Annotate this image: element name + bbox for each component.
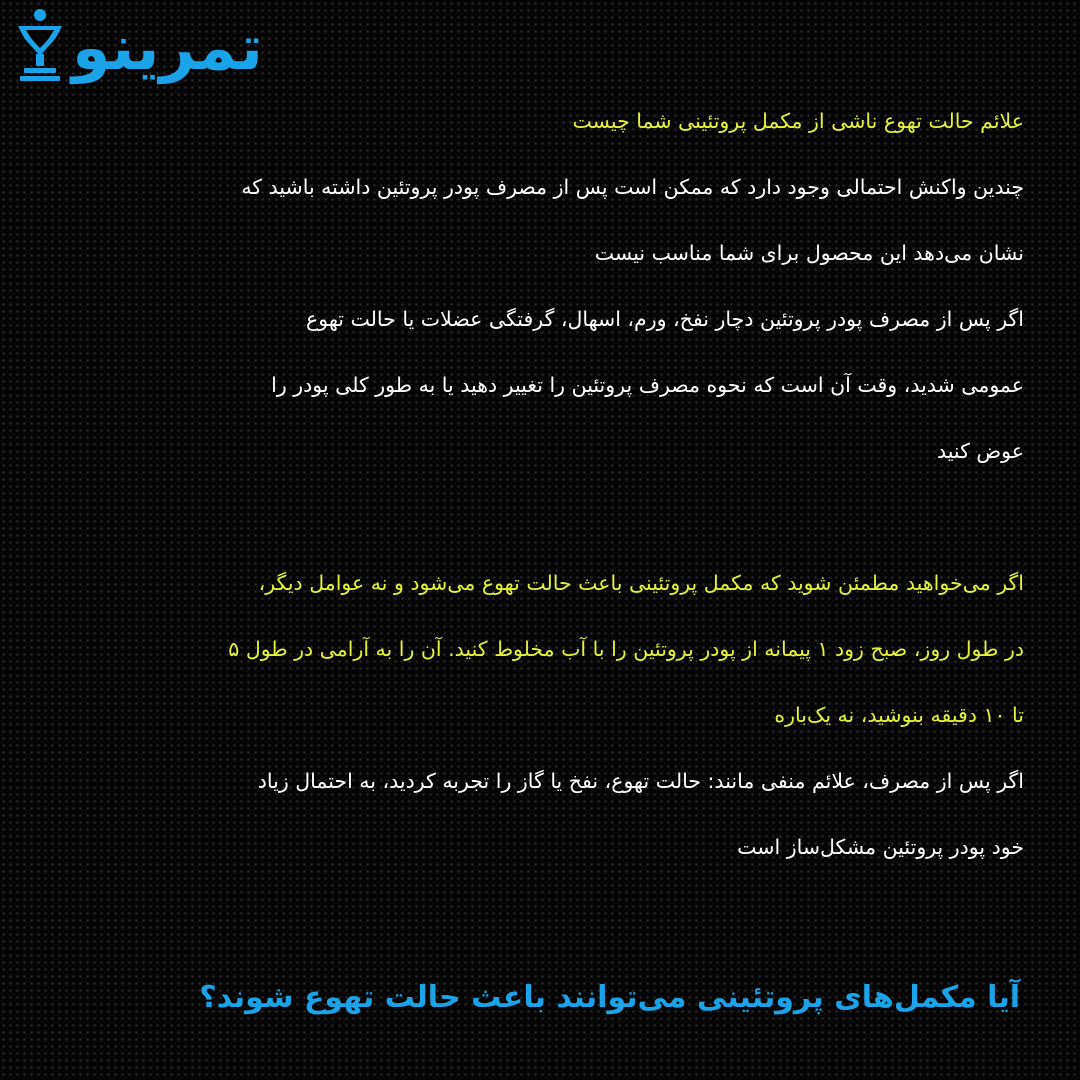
highlight-line: در طول روز، صبح زود ۱ پیمانه از پودر پروتئین را با آب مخلوط کنید. آن را به آرامی در طول ۵	[228, 637, 1024, 661]
brand-name: تمرینو	[72, 11, 263, 84]
paragraph-line: خود پودر پروتئین مشکل‌ساز است	[737, 835, 1024, 859]
paragraph-line: اگر پس از مصرف، علائم منفی مانند: حالت تهوع، نفخ یا گاز را تجربه کردید، به احتمال زیاد	[257, 769, 1024, 793]
paragraph-line: نشان می‌دهد این محصول برای شما مناسب نیست	[594, 241, 1024, 265]
highlight-line: اگر می‌خواهید مطمئن شوید که مکمل پروتئینی باعث حالت تهوع می‌شود و نه عوامل دیگر،	[258, 571, 1024, 595]
highlight-line: تا ۱۰ دقیقه بنوشید، نه یک‌باره	[774, 703, 1024, 727]
article-heading	[56, 88, 1024, 154]
paragraph-line: عوض کنید	[936, 439, 1024, 463]
paragraph-line: عمومی شدید، وقت آن است که نحوه مصرف پروتئین را تغییر دهید یا به طور کلی پودر را	[271, 373, 1024, 397]
trophy-icon	[14, 8, 66, 88]
paragraph-line: چندین واکنش احتمالی وجود دارد که ممکن است پس از مصرف پودر پروتئین داشته باشید که	[241, 175, 1024, 199]
article-body	[56, 88, 1024, 880]
footer-question: آیا مکمل‌های پروتئینی می‌توانند باعث حالت تهوع شوند؟	[199, 980, 1020, 1015]
highlight-paragraph	[56, 550, 1024, 748]
paragraph-symptoms	[56, 286, 1024, 484]
brand-logo	[14, 8, 263, 88]
paragraph-conclusion	[56, 748, 1024, 880]
paragraph-line: اگر پس از مصرف پودر پروتئین دچار نفخ، ورم، اسهال، گرفتگی عضلات یا حالت تهوع	[306, 307, 1024, 331]
paragraph-reactions	[56, 154, 1024, 286]
heading-text: علائم حالت تهوع ناشی از مکمل پروتئینی شما چیست	[572, 109, 1024, 133]
paragraph-spacer	[56, 484, 1024, 550]
